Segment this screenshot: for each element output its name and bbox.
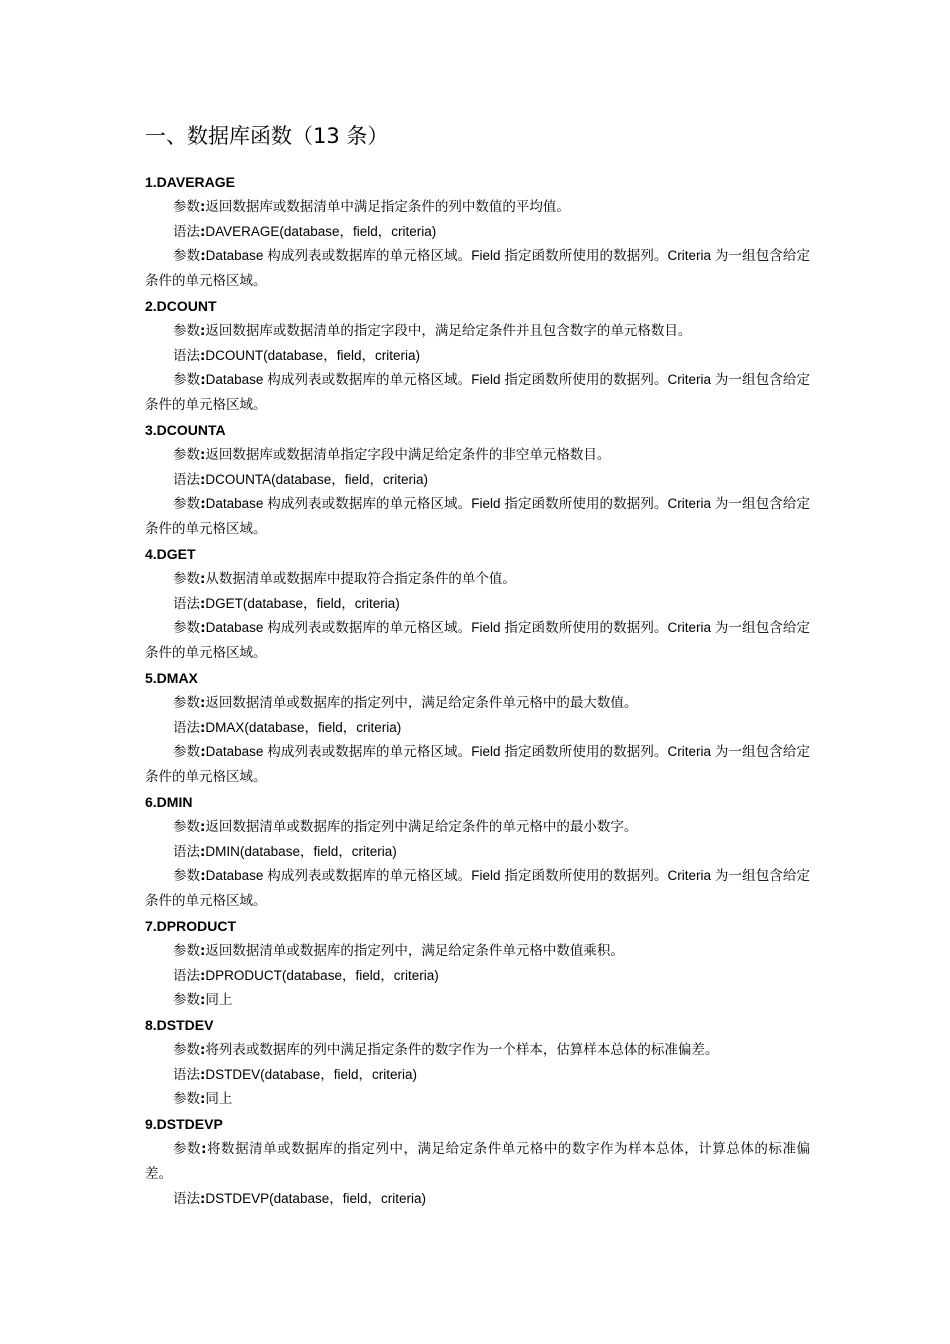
function-line <box>145 368 810 418</box>
line-label: 参数 <box>173 446 200 463</box>
label-colon: : <box>200 942 206 959</box>
label-colon: : <box>200 223 206 240</box>
document-page <box>145 120 810 1211</box>
function-section <box>145 542 810 666</box>
function-line <box>145 244 810 294</box>
line-text: 同上 <box>205 992 233 1008</box>
line-text: Database 构成列表或数据库的单元格区域。Field 指定函数所使用的数据列。Criteria 为一组包含给定条件的单元格区域。 <box>145 372 810 413</box>
label-colon: : <box>200 1190 206 1207</box>
label-colon: : <box>200 620 206 637</box>
label-colon: : <box>201 1141 207 1158</box>
line-label: 参数 <box>173 868 201 885</box>
function-line <box>145 492 810 542</box>
line-text: DCOUNT(database，field，criteria) <box>205 347 420 363</box>
label-colon: : <box>200 198 206 215</box>
function-heading: 6.DMIN <box>145 793 193 810</box>
function-section <box>145 170 810 294</box>
label-colon: : <box>200 744 206 761</box>
label-colon: : <box>200 1041 206 1058</box>
line-text: Database 构成列表或数据库的单元格区域。Field 指定函数所使用的数据列。Criteria 为一组包含给定条件的单元格区域。 <box>145 744 810 785</box>
label-colon: : <box>200 1091 206 1108</box>
line-text: Database 构成列表或数据库的单元格区域。Field 指定函数所使用的数据列。Criteria 为一组包含给定条件的单元格区域。 <box>145 620 810 661</box>
line-text: DSTDEVP(database，field，criteria) <box>205 1190 426 1206</box>
function-line <box>145 691 810 716</box>
function-line <box>145 964 810 989</box>
label-colon: : <box>200 496 206 513</box>
line-text: 从数据清单或数据库中提取符合指定条件的单个值。 <box>205 570 516 586</box>
function-section <box>145 1013 810 1112</box>
function-heading: 9.DSTDEVP <box>145 1116 223 1133</box>
line-text: 将数据清单或数据库的指定列中，满足给定条件单元格中的数字作为样本总体，计算总体的标准偏差。 <box>145 1141 811 1181</box>
function-line <box>145 840 810 865</box>
line-label: 参数 <box>173 818 200 835</box>
document-title: 一、数据库函数（13 条） <box>145 124 389 148</box>
function-heading: 7.DPRODUCT <box>145 917 237 934</box>
line-label: 语法 <box>173 967 200 984</box>
line-label: 参数 <box>173 744 201 761</box>
line-text: Database 构成列表或数据库的单元格区域。Field 指定函数所使用的数据列。Criteria 为一组包含给定条件的单元格区域。 <box>145 868 810 909</box>
function-line <box>145 468 810 493</box>
function-line <box>145 443 810 468</box>
function-line <box>145 740 810 790</box>
label-colon: : <box>200 471 206 488</box>
function-heading: 5.DMAX <box>145 669 198 686</box>
line-text: DGET(database，field，criteria) <box>205 595 400 611</box>
function-heading: 1.DAVERAGE <box>145 174 235 190</box>
function-section <box>145 666 810 790</box>
line-text: 同上 <box>205 1091 233 1107</box>
line-text: Database 构成列表或数据库的单元格区域。Field 指定函数所使用的数据列。Criteria 为一组包含给定条件的单元格区域。 <box>145 496 810 537</box>
label-colon: : <box>200 570 206 587</box>
line-label: 参数 <box>173 248 201 265</box>
label-colon: : <box>200 1066 206 1083</box>
function-line <box>145 616 810 666</box>
line-label: 参数 <box>173 322 200 339</box>
function-line <box>145 592 810 617</box>
line-text: 返回数据清单或数据库的指定列中满足给定条件的单元格中的最小数字。 <box>205 818 638 834</box>
line-label: 语法 <box>173 1066 200 1083</box>
line-text: DMIN(database，field，criteria) <box>205 843 397 859</box>
label-colon: : <box>200 248 206 265</box>
line-text: DAVERAGE(database，field，criteria) <box>205 223 437 239</box>
function-section <box>145 790 810 914</box>
label-colon: : <box>200 372 206 389</box>
label-colon: : <box>200 694 206 711</box>
function-line <box>145 319 810 344</box>
line-text: 将列表或数据库的列中满足指定条件的数字作为一个样本，估算样本总体的标准偏差。 <box>205 1041 719 1057</box>
line-label: 参数 <box>173 496 201 513</box>
line-label: 参数 <box>173 1091 200 1108</box>
label-colon: : <box>200 347 206 364</box>
label-colon: : <box>200 992 206 1009</box>
line-label: 语法 <box>173 595 200 612</box>
label-colon: : <box>200 843 206 860</box>
function-line <box>145 939 810 964</box>
function-line <box>145 864 810 914</box>
function-section <box>145 418 810 542</box>
function-section <box>145 294 810 418</box>
line-label: 参数 <box>173 620 201 637</box>
function-section <box>145 1112 810 1211</box>
function-line <box>145 716 810 741</box>
function-sections <box>145 170 810 1211</box>
line-label: 语法 <box>173 1190 200 1207</box>
line-label: 语法 <box>173 471 200 488</box>
function-line <box>145 567 810 592</box>
function-line <box>145 1137 810 1187</box>
line-text: 返回数据库或数据清单的指定字段中，满足给定条件并且包含数字的单元格数目。 <box>205 322 692 338</box>
line-text: 返回数据库或数据清单指定字段中满足给定条件的非空单元格数目。 <box>205 446 611 462</box>
function-line <box>145 195 810 220</box>
line-text: 返回数据库或数据清单中满足指定条件的列中数值的平均值。 <box>205 198 570 214</box>
line-label: 参数 <box>173 372 201 389</box>
line-text: DSTDEV(database，field，criteria) <box>205 1066 417 1082</box>
function-heading: 3.DCOUNTA <box>145 421 226 438</box>
label-colon: : <box>200 719 206 736</box>
line-text: DPRODUCT(database，field，criteria) <box>205 967 439 983</box>
function-line <box>145 988 810 1013</box>
label-colon: : <box>200 595 206 612</box>
line-label: 参数 <box>173 942 200 959</box>
line-label: 语法 <box>173 843 200 860</box>
line-label: 参数 <box>173 570 200 587</box>
label-colon: : <box>200 967 206 984</box>
function-line <box>145 220 810 245</box>
function-line <box>145 1187 810 1212</box>
function-line <box>145 1038 810 1063</box>
line-label: 参数 <box>173 198 200 215</box>
function-line <box>145 1063 810 1088</box>
function-section <box>145 914 810 1013</box>
function-heading: 4.DGET <box>145 545 196 562</box>
line-label: 语法 <box>173 347 200 364</box>
line-label: 语法 <box>173 719 200 736</box>
line-text: Database 构成列表或数据库的单元格区域。Field 指定函数所使用的数据列。Criteria 为一组包含给定条件的单元格区域。 <box>145 248 810 289</box>
function-line <box>145 1087 810 1112</box>
function-line <box>145 344 810 369</box>
line-label: 参数 <box>173 1141 202 1158</box>
line-text: 返回数据清单或数据库的指定列中，满足给定条件单元格中的最大数值。 <box>205 694 638 710</box>
line-label: 语法 <box>173 223 200 240</box>
line-text: 返回数据清单或数据库的指定列中，满足给定条件单元格中数值乘积。 <box>205 942 624 958</box>
label-colon: : <box>200 868 206 885</box>
function-heading: 2.DCOUNT <box>145 297 217 314</box>
line-label: 参数 <box>173 1041 200 1058</box>
line-label: 参数 <box>173 992 200 1009</box>
label-colon: : <box>200 818 206 835</box>
line-text: DMAX(database，field，criteria) <box>205 719 402 735</box>
label-colon: : <box>200 446 206 463</box>
label-colon: : <box>200 322 206 339</box>
line-label: 参数 <box>173 694 200 711</box>
function-line <box>145 815 810 840</box>
line-text: DCOUNTA(database，field，criteria) <box>205 471 428 487</box>
function-heading: 8.DSTDEV <box>145 1017 214 1034</box>
